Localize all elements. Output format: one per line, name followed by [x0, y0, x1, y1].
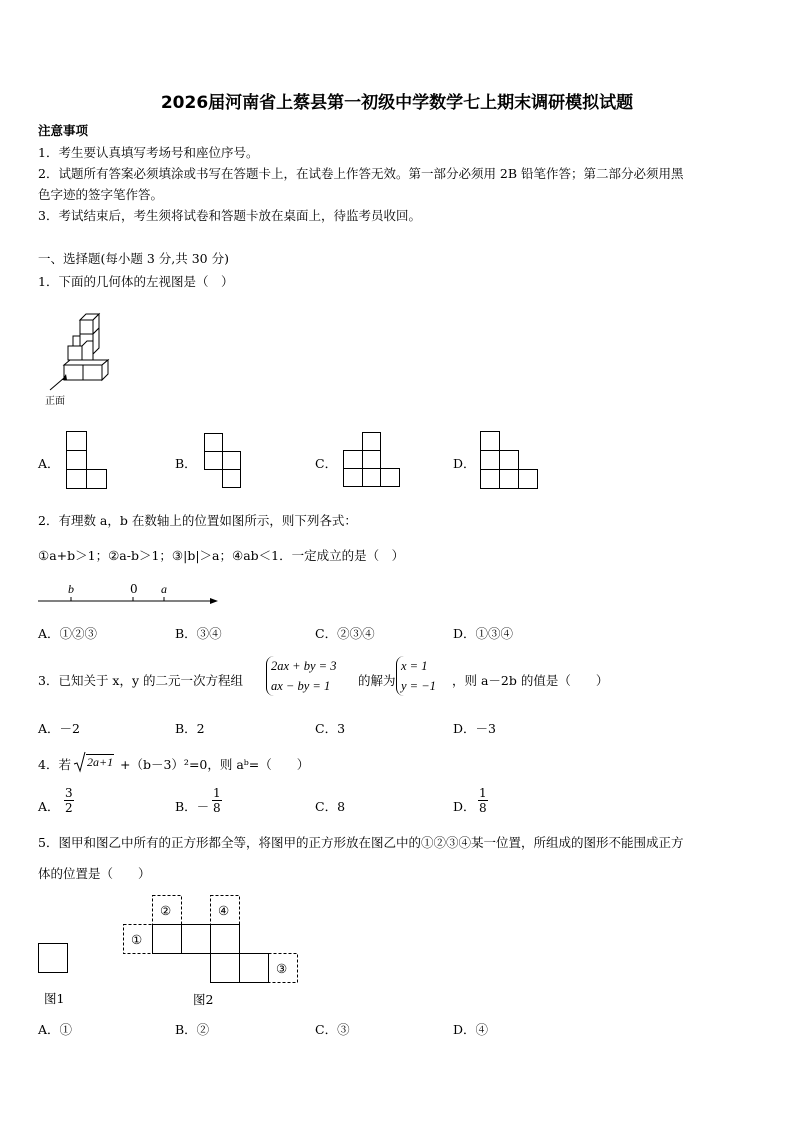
q1-front-label: 正面: [45, 396, 65, 407]
q4-option-b-numerator: 1: [213, 786, 221, 800]
q4-stem-b: +（b－3）²=0，则 aᵇ=（ ）: [120, 757, 310, 772]
q5-fig2-label: 图2: [193, 992, 214, 1007]
q4-option-d-numerator: 1: [479, 786, 487, 800]
q4-option-d-denominator: 8: [479, 801, 487, 815]
q5-option-c: C．③: [315, 1022, 350, 1037]
q3-stem-b: 的解为: [358, 673, 396, 688]
q2-option-c: C．②③④: [315, 626, 375, 641]
q2-axis-label-b: b: [68, 582, 74, 596]
q2-stem: 2．有理数 a，b 在数轴上的位置如图所示，则下列各式：: [38, 513, 357, 528]
q1-option-c-figure: [343, 432, 401, 489]
q1-option-d-figure: [480, 431, 540, 490]
q3-sol2: y = −1: [401, 679, 436, 693]
notice-item-2-cont: 色字迹的签字笔作答。: [38, 187, 164, 202]
q4-option-d-label: D．: [453, 799, 476, 814]
q3-equation-system: [266, 656, 339, 696]
q5-position-4: ④: [218, 903, 230, 918]
q1-option-b-figure: [204, 433, 242, 471]
section-heading: 一、选择题(每小题 3 分,共 30 分): [38, 251, 229, 266]
q3-option-c: C．3: [315, 721, 346, 736]
q4-option-b-denominator: 8: [213, 801, 221, 815]
q2-conditions: ①a+b＞1；②a-b＞1；③|b|＞a；④ab＜1．一定成立的是（ ）: [38, 548, 405, 563]
q1-option-b-figure-lower: [222, 469, 242, 489]
q5-position-2: ②: [160, 903, 172, 918]
page-title: 2026届河南省上蔡县第一初级中学数学七上期末调研模拟试题: [160, 93, 634, 113]
notice-item-2: 2．试题所有答案必须填涂或书写在答题卡上，在试卷上作答无效。第一部分必须用 2B 铅笔作答；第二部分必须用黑: [38, 166, 684, 181]
q4-option-b-fraction: [212, 786, 222, 815]
q4-option-a-numerator: 3: [65, 786, 73, 800]
q3-eq1: 2ax + by = 3: [271, 659, 337, 673]
q2-option-b: B．③④: [175, 626, 222, 641]
q1-option-b-label: B．: [175, 456, 197, 471]
q3-stem-c: ，则 a－2b 的值是（ ）: [452, 673, 609, 688]
q1-stem: 1．下面的几何体的左视图是（ ）: [38, 274, 234, 289]
q1-solid-figure: [40, 312, 120, 392]
q5-option-a: A．①: [38, 1022, 73, 1037]
q5-option-d: D．④: [453, 1022, 489, 1037]
q4-option-d-fraction: [478, 786, 488, 815]
q5-stem-line1: 5．图甲和图乙中所有的正方形都全等，将图甲的正方形放在图乙中的①②③④某一位置，所组成的图形不能围成正方: [38, 835, 684, 850]
q2-option-d: D．①③④: [453, 626, 514, 641]
q2-axis-label-zero: 0: [130, 582, 138, 596]
q5-position-1: ①: [131, 932, 143, 947]
notice-item-3: 3．考试结束后，考生须将试卷和答题卡放在桌面上，待监考员收回。: [38, 208, 421, 223]
q1-option-a-label: A．: [38, 456, 60, 471]
notice-heading: 注意事项: [38, 123, 89, 138]
q5-option-b: B．②: [175, 1022, 210, 1037]
q2-option-a: A．①②③: [38, 626, 98, 641]
q4-option-a-fraction: [64, 786, 74, 815]
q5-fig1-label: 图1: [44, 991, 65, 1006]
q4-option-c: C．8: [315, 799, 346, 814]
q3-option-b: B．2: [175, 721, 205, 736]
notice-item-1: 1．考生要认真填写考场号和座位序号。: [38, 145, 259, 160]
q4-sqrt-content: 2a+1: [87, 755, 114, 769]
q1-option-d-label: D．: [453, 456, 476, 471]
q4-stem-a: 4．若: [38, 757, 71, 772]
q4-option-a-denominator: 2: [65, 801, 73, 815]
q4-option-a-label: A．: [38, 799, 60, 814]
q5-figure-2-net: [122, 894, 302, 986]
q2-axis-label-a: a: [161, 582, 167, 596]
q3-option-d: D．－3: [453, 721, 496, 736]
q1-option-a-figure: [66, 431, 108, 490]
q5-stem-line2: 体的位置是（ ）: [38, 866, 151, 881]
q3-sol1: x = 1: [401, 659, 428, 673]
q4-option-b-label: B．－: [175, 799, 210, 814]
q3-stem-a: 3．已知关于 x，y 的二元一次方程组: [38, 673, 244, 688]
q1-option-c-label: C．: [315, 456, 338, 471]
q2-number-line: [38, 578, 220, 608]
q3-solution-system: [396, 656, 439, 696]
q5-position-3: ③: [276, 961, 288, 976]
q3-option-a: A．－2: [38, 721, 80, 736]
q5-figure-1-square: [38, 943, 69, 974]
q3-eq2: ax − by = 1: [271, 679, 331, 693]
q4-sqrt-sign: [74, 751, 86, 773]
